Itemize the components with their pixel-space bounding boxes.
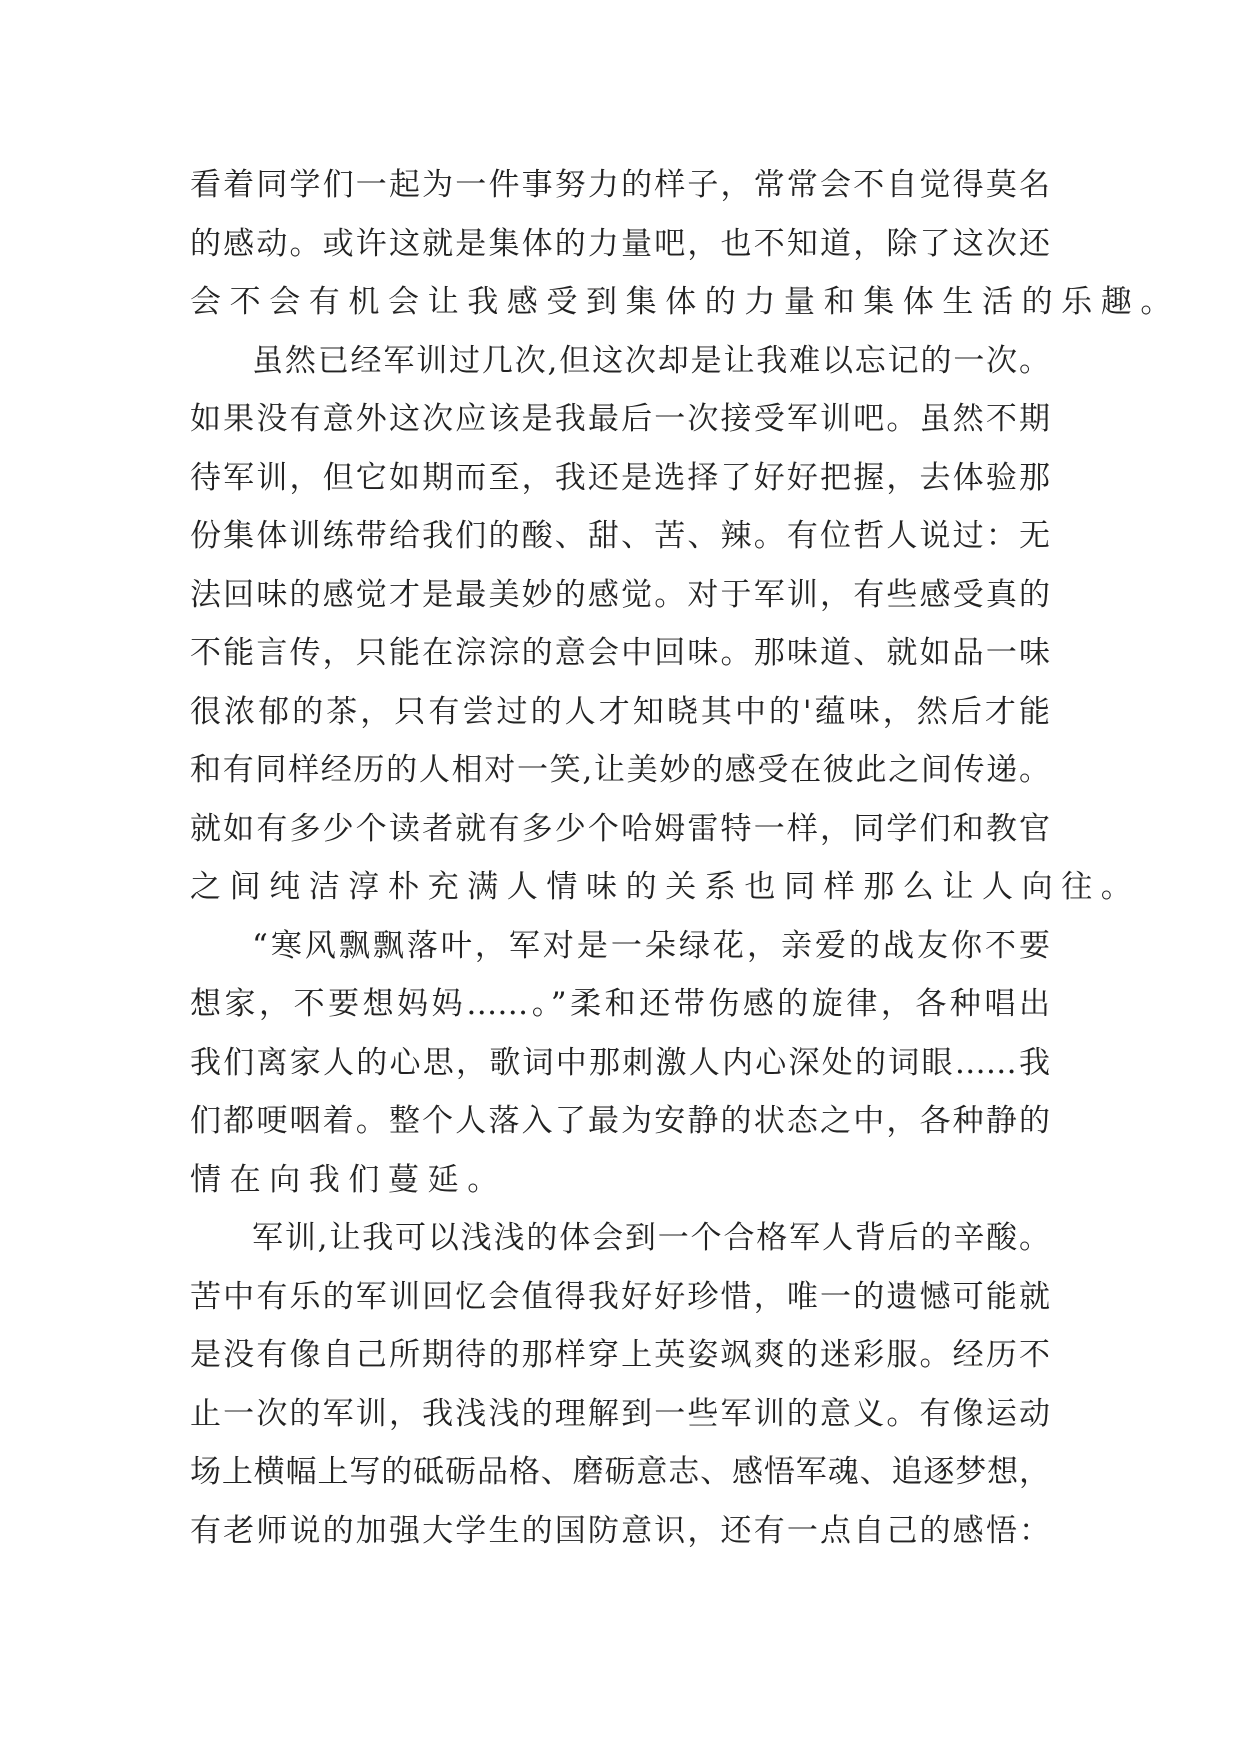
text-line: 法回味的感觉才是最美妙的感觉。对于军训，有些感受真的 [190,576,1050,613]
text-line: 有老师说的加强大学生的国防意识，还有一点自己的感悟： [190,1512,1050,1549]
text-line: 止一次的军训，我浅浅的理解到一些军训的意义。有像运动 [190,1395,1050,1432]
paragraph-first-line: 军训,让我可以浅浅的体会到一个合格军人背后的辛酸。 [252,1220,1050,1256]
paragraph-first-line: 虽然已经军训过几次,但这次却是让我难以忘记的一次。 [252,342,1050,379]
text-line: 之间纯洁淳朴充满人情味的关系也同样那么让人向往。 [190,869,1141,905]
text-line: 想家，不要想妈妈……。”柔和还带伤感的旋律，各种唱出 [190,986,1050,1022]
text-line: 会不会有机会让我感受到集体的力量和集体生活的乐趣。 [190,284,1180,320]
paragraph-first-line: “寒风飘飘落叶，军对是一朵绿花，亲爱的战友你不要 [252,927,1050,964]
text-line: 不能言传，只能在淙淙的意会中回味。那味道、就如品一味 [190,635,1050,671]
text-line: 看着同学们一起为一件事努力的样子，常常会不自觉得莫名 [190,167,1050,203]
text-line: 就如有多少个读者就有多少个哈姆雷特一样，同学们和教官 [190,810,1050,847]
body-text [190,156,1180,1560]
text-line: 和有同样经历的人相对一笑,让美妙的感受在彼此之间传递。 [190,752,1050,788]
text-line: 场上横幅上写的砥砺品格、磨砺意志、感悟军魂、追逐梦想， [190,1454,1050,1490]
text-line: 情在向我们蔓延。 [190,1161,507,1198]
text-line: 是没有像自己所期待的那样穿上英姿飒爽的迷彩服。经历不 [190,1337,1050,1373]
text-line: 们都哽咽着。整个人落入了最为安静的状态之中，各种静的 [190,1103,1050,1139]
text-line: 如果没有意外这次应该是我最后一次接受军训吧。虽然不期 [190,401,1050,437]
text-line: 很浓郁的茶，只有尝过的人才知晓其中的'蕴味，然后才能 [190,693,1050,730]
text-line: 的感动。或许这就是集体的力量吧，也不知道，除了这次还 [190,225,1050,262]
text-line: 份集体训练带给我们的酸、甜、苦、辣。有位哲人说过：无 [190,518,1050,554]
text-line: 待军训，但它如期而至，我还是选择了好好把握，去体验那 [190,459,1050,496]
text-line: 苦中有乐的军训回忆会值得我好好珍惜，唯一的遗憾可能就 [190,1278,1050,1315]
text-line: 我们离家人的心思，歌词中那刺激人内心深处的词眼……我 [190,1044,1050,1081]
